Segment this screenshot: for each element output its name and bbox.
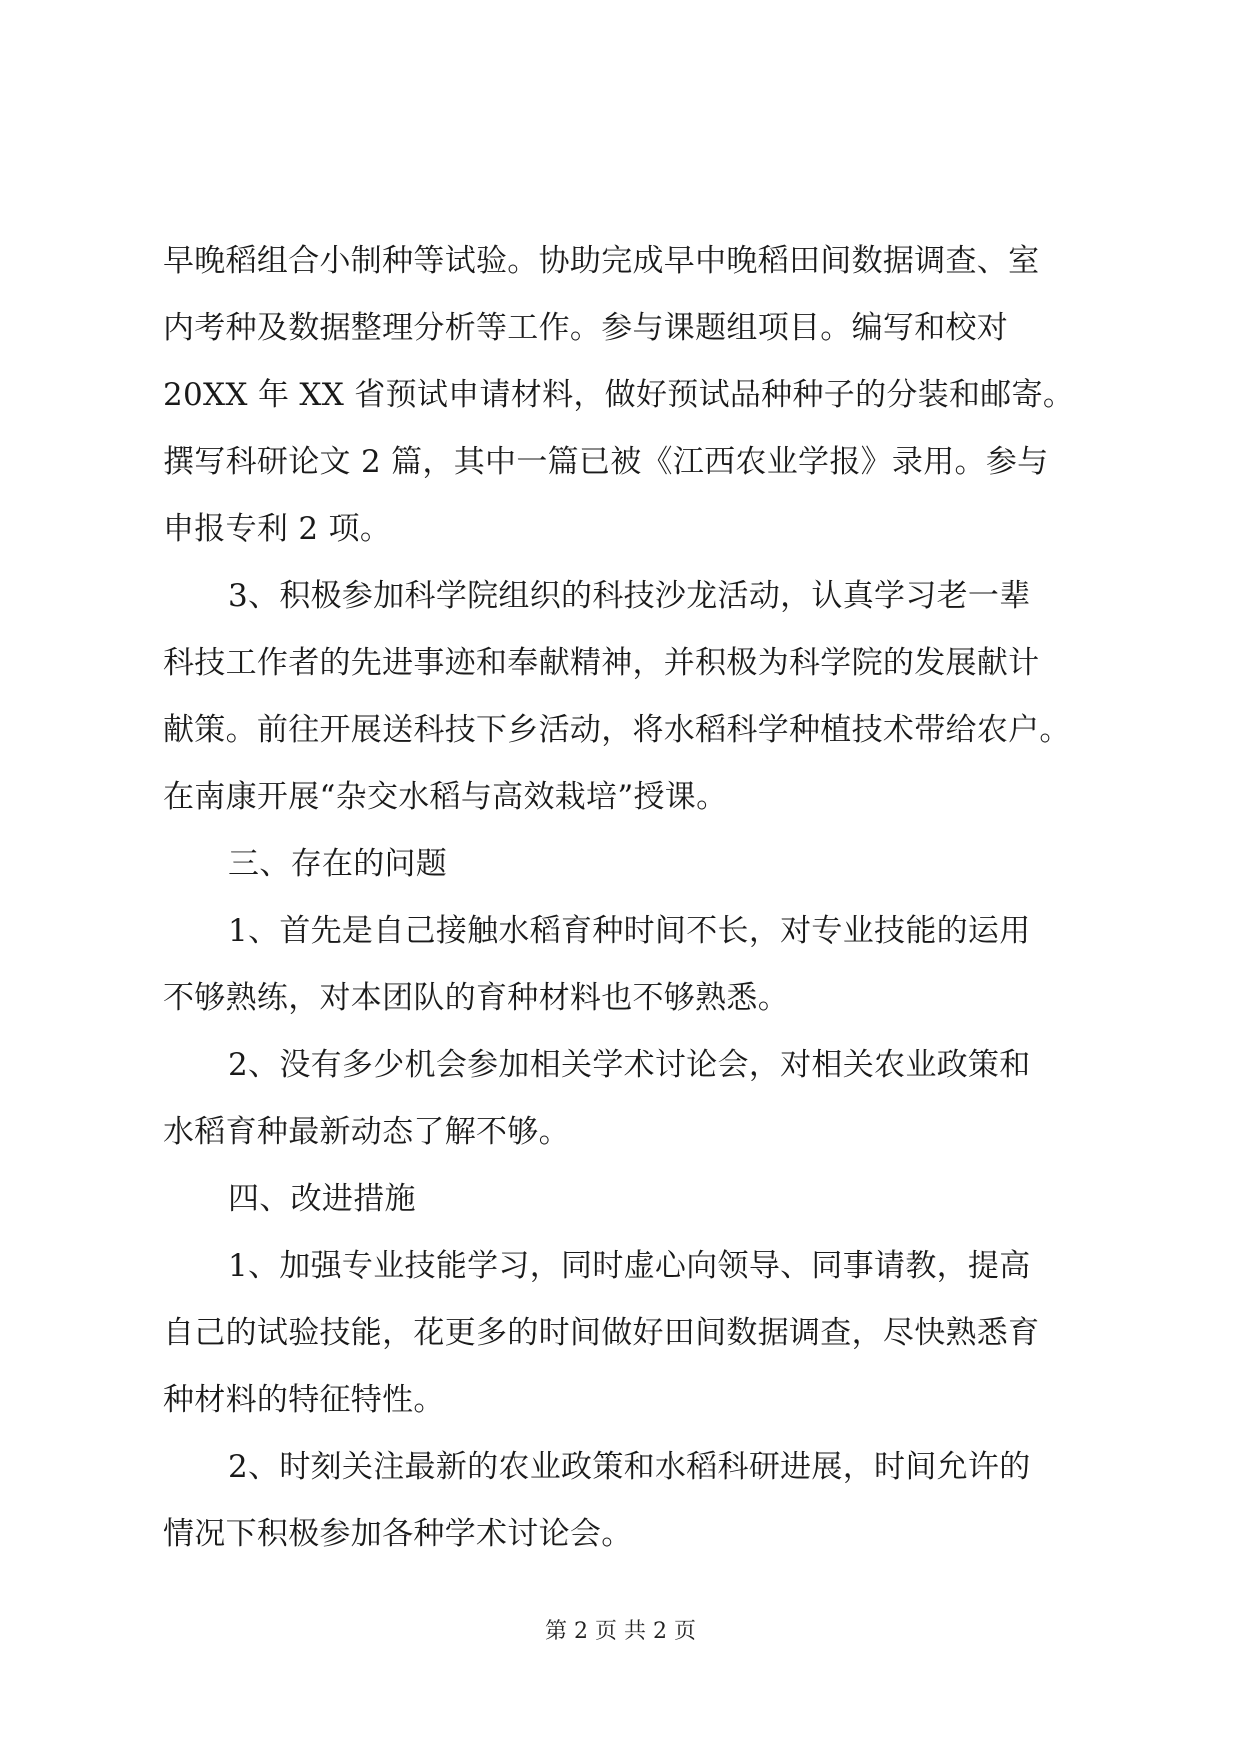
paragraph-line: 1、首先是自己接触水稻育种时间不长，对专业技能的运用 [228, 913, 1031, 949]
section-heading: 三、存在的问题 [228, 846, 448, 882]
paragraph-line: 自己的试验技能，花更多的时间做好田间数据调查，尽快熟悉育 [163, 1315, 1040, 1351]
page-number-footer: 第 2 页 共 2 页 [545, 1619, 696, 1644]
paragraph-line: 情况下积极参加各种学术讨论会。 [163, 1516, 633, 1552]
paragraph-line: 20XX 年 XX 省预试申请材料，做好预试品种种子的分装和邮寄。 [163, 377, 1075, 413]
paragraph-line: 献策。前往开展送科技下乡活动，将水稻科学种植技术带给农户。 [163, 712, 1071, 748]
section-heading: 四、改进措施 [228, 1181, 416, 1217]
paragraph-line: 不够熟练，对本团队的育种材料也不够熟悉。 [163, 980, 789, 1016]
paragraph-line: 水稻育种最新动态了解不够。 [163, 1114, 570, 1150]
paragraph-line: 1、加强专业技能学习，同时虚心向领导、同事请教，提高 [228, 1248, 1031, 1284]
paragraph-line: 2、没有多少机会参加相关学术讨论会，对相关农业政策和 [228, 1047, 1031, 1083]
paragraph-line: 3、积极参加科学院组织的科技沙龙活动，认真学习老一辈 [228, 578, 1031, 614]
paragraph-line: 在南康开展“杂交水稻与高效栽培”授课。 [163, 779, 728, 815]
document-body [163, 228, 1078, 1568]
paragraph-line: 科技工作者的先进事迹和奉献精神，并积极为科学院的发展献计 [163, 645, 1040, 681]
paragraph-line: 2、时刻关注最新的农业政策和水稻科研进展，时间允许的 [228, 1449, 1031, 1485]
paragraph-line: 撰写科研论文 2 篇，其中一篇已被《江西农业学报》录用。参与 [163, 444, 1049, 480]
paragraph-line: 种材料的特征特性。 [163, 1382, 445, 1418]
paragraph-line: 早晚稻组合小制种等试验。协助完成早中晚稻田间数据调查、室 [163, 243, 1040, 279]
paragraph-line: 内考种及数据整理分析等工作。参与课题组项目。编写和校对 [163, 310, 1009, 346]
paragraph-line: 申报专利 2 项。 [163, 511, 392, 547]
